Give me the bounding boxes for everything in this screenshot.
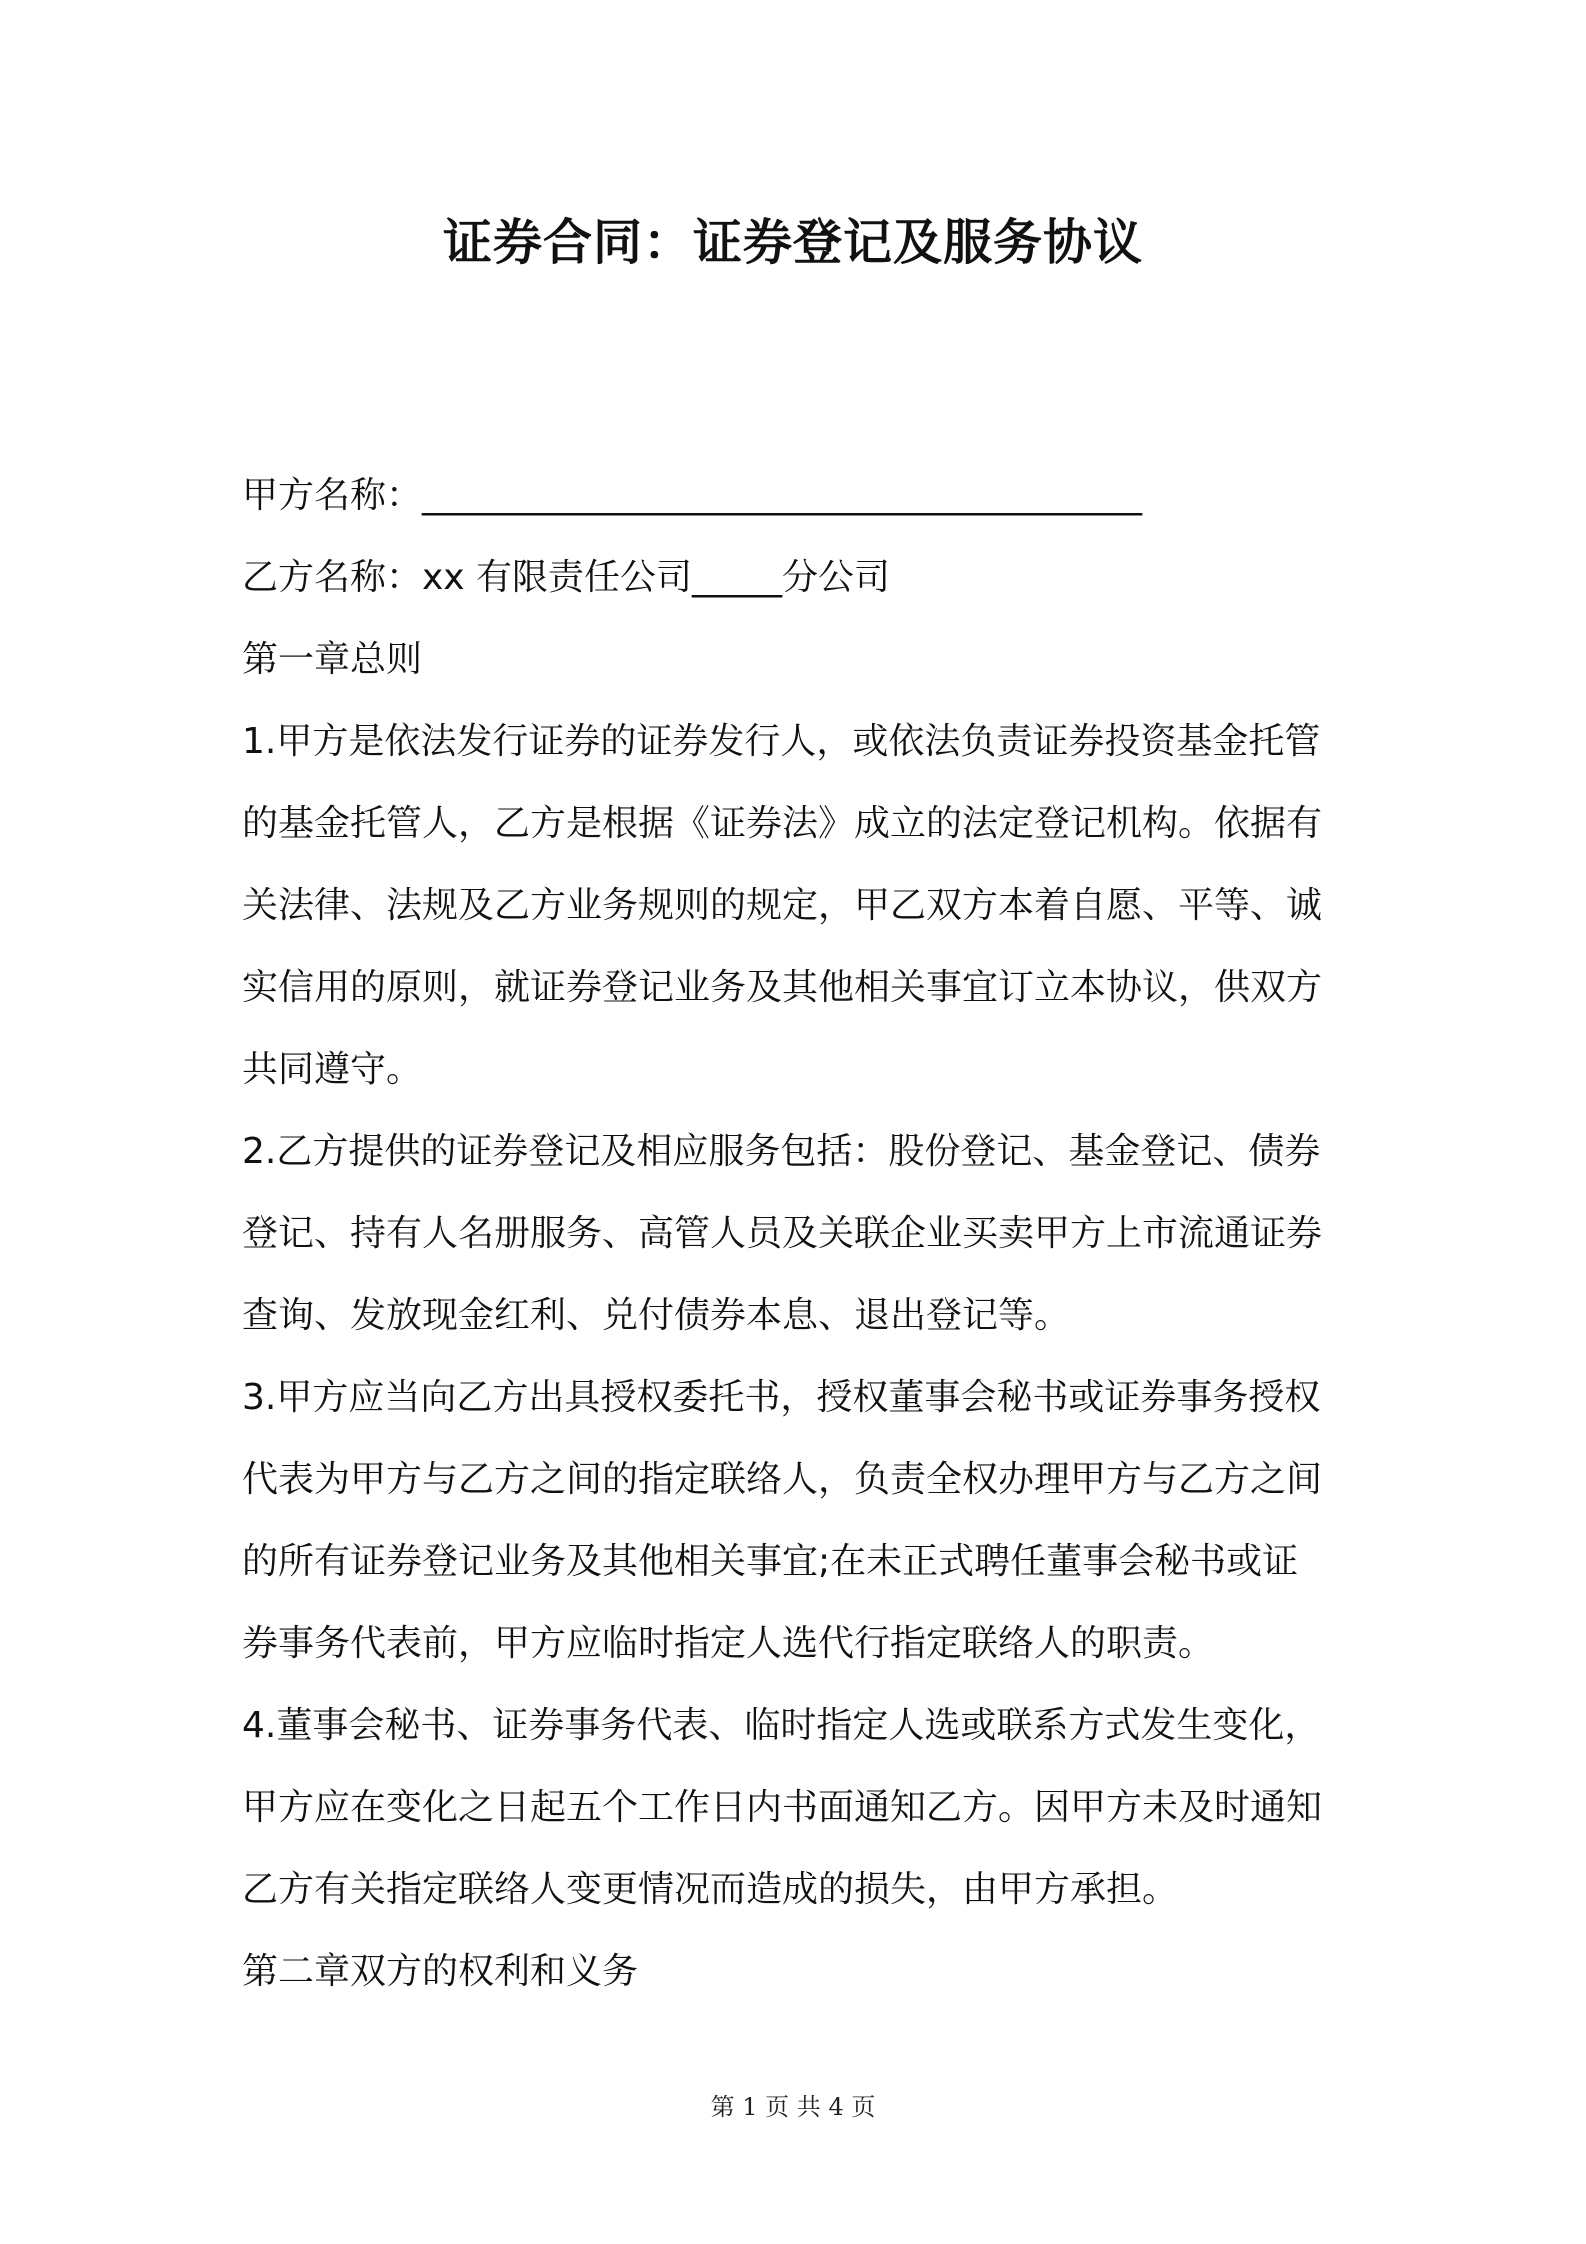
- party-a-line: 甲方名称：________________________________________: [242, 475, 1143, 516]
- paragraph-line: 代表为甲方与乙方之间的指定联络人，负责全权办理甲方与乙方之间: [242, 1459, 1323, 1500]
- document-title: 证券合同：证券登记及服务协议: [442, 214, 1143, 271]
- paragraph-4: [242, 1685, 1357, 1931]
- document-body: [242, 455, 1357, 2013]
- page-number-footer: 第 1 页 共 4 页: [710, 2093, 876, 2121]
- paragraph-line: 3.甲方应当向乙方出具授权委托书，授权董事会秘书或证券事务授权: [242, 1377, 1321, 1418]
- paragraph-line: 券事务代表前，甲方应临时指定人选代行指定联络人的职责。: [242, 1623, 1215, 1664]
- paragraph-line: 查询、发放现金红利、兑付债券本息、退出登记等。: [242, 1295, 1071, 1336]
- chapter-1-heading: 第一章总则: [242, 639, 423, 680]
- paragraph-line: 的所有证券登记业务及其他相关事宜;在未正式聘任董事会秘书或证: [242, 1541, 1299, 1582]
- chapter-2-heading: 第二章双方的权利和义务: [242, 1951, 639, 1992]
- paragraph-line: 乙方有关指定联络人变更情况而造成的损失，由甲方承担。: [242, 1869, 1179, 1910]
- paragraph-line: 1.甲方是依法发行证券的证券发行人，或依法负责证券投资基金托管: [242, 721, 1321, 762]
- paragraph-line: 4.董事会秘书、证券事务代表、临时指定人选或联系方式发生变化，: [242, 1705, 1321, 1746]
- paragraph-line: 关法律、法规及乙方业务规则的规定，甲乙双方本着自愿、平等、诚: [242, 885, 1323, 926]
- paragraph-3: [242, 1357, 1357, 1685]
- paragraph-line: 实信用的原则，就证券登记业务及其他相关事宜订立本协议，供双方: [242, 967, 1323, 1008]
- paragraph-2: [242, 1111, 1357, 1357]
- paragraph-line: 2.乙方提供的证券登记及相应服务包括：股份登记、基金登记、债券: [242, 1131, 1321, 1172]
- party-b-line: 乙方名称：xx 有限责任公司_____分公司: [242, 557, 891, 598]
- paragraph-line: 共同遵守。: [242, 1049, 423, 1090]
- paragraph-line: 的基金托管人，乙方是根据《证券法》成立的法定登记机构。依据有: [242, 803, 1323, 844]
- paragraph-1: [242, 701, 1357, 1111]
- paragraph-line: 甲方应在变化之日起五个工作日内书面通知乙方。因甲方未及时通知: [242, 1787, 1323, 1828]
- paragraph-line: 登记、持有人名册服务、高管人员及关联企业买卖甲方上市流通证券: [242, 1213, 1323, 1254]
